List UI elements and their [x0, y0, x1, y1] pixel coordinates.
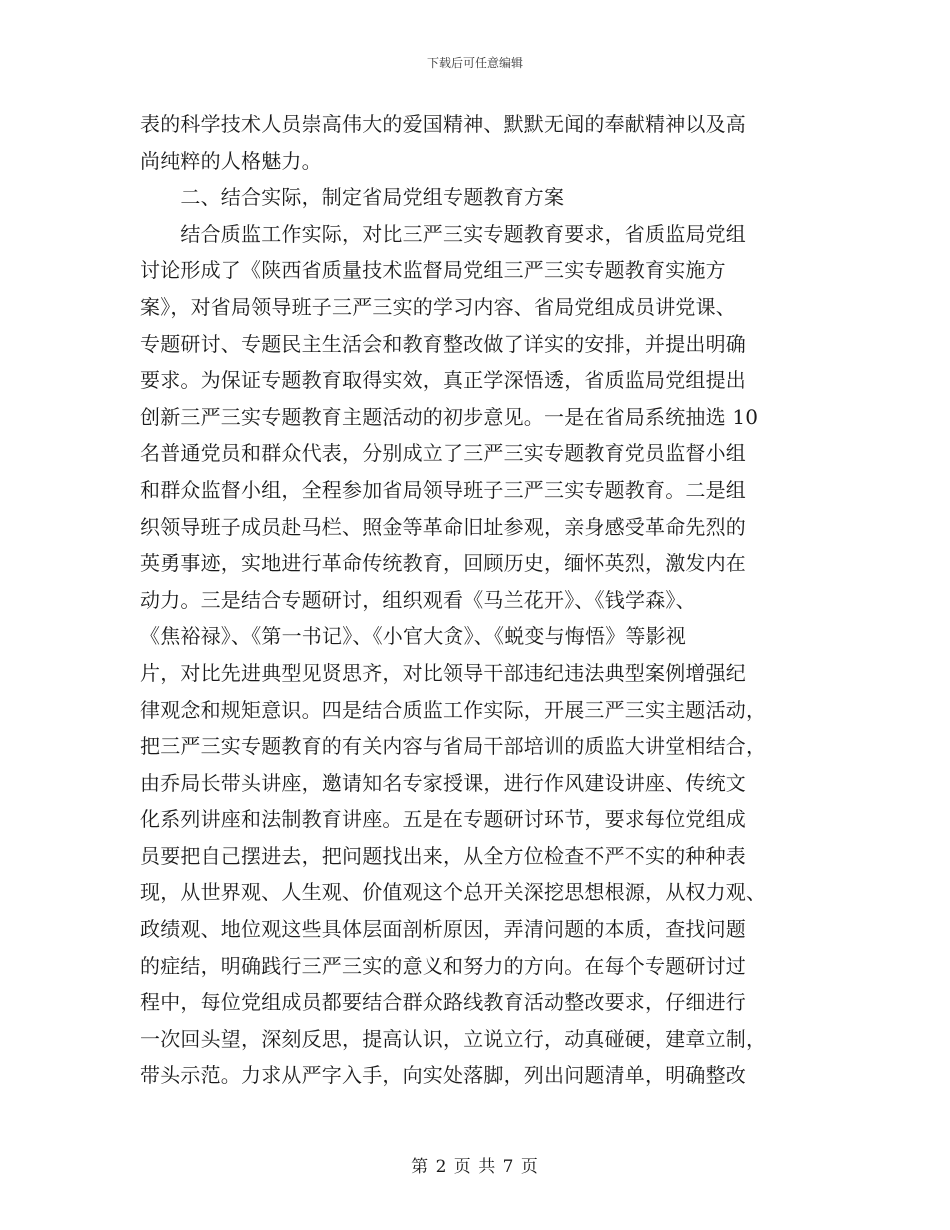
- text-line: 案》，对省局领导班子三严三实的学习内容、省局党组成员讲党课、: [140, 294, 736, 319]
- text-line: 要求。为保证专题教育取得实效，真正学深悟透，省质监局党组提出: [140, 368, 746, 393]
- text-line: 带头示范。力求从严字入手，向实处落脚，列出问题清单，明确整改: [140, 1063, 746, 1088]
- text-line: 化系列讲座和法制教育讲座。五是在专题研讨环节，要求每位党组成: [140, 807, 746, 832]
- text-line: 《焦裕禄》、《第一书记》、《小官大贪》、《蜕变与悔悟》等影视: [140, 624, 686, 649]
- text-line: 现，从世界观、人生观、价值观这个总开关深挖思想根源，从权力观、: [140, 880, 767, 905]
- page-header-note: 下载后可任意编辑: [426, 56, 523, 70]
- text-line: 专题研讨、专题民主生活会和教育整改做了详实的安排，并提出明确: [140, 331, 746, 356]
- text-line: 片，对比先进典型见贤思齐，对比领导干部违纪违法典型案例增强纪: [140, 660, 746, 685]
- text-line: 把三严三实专题教育的有关内容与省局干部培训的质监大讲堂相结合，: [140, 734, 767, 759]
- text-line: 和群众监督小组，全程参加省局领导班子三严三实专题教育。二是组: [140, 477, 746, 502]
- text-line: 结合质监工作实际，对比三严三实专题教育要求，省质监局党组: [140, 221, 746, 246]
- text-line: 一次回头望，深刻反思，提高认识，立说立行，动真碰硬，建章立制，: [140, 1026, 767, 1051]
- text-line: 名普通党员和群众代表，分别成立了三严三实专题教育党员监督小组: [140, 441, 746, 466]
- text-line: 创新三严三实专题教育主题活动的初步意见。一是在省局系统抽选 10: [140, 404, 759, 429]
- text-line: 律观念和规矩意识。四是结合质监工作实际，开展三严三实主题活动，: [140, 697, 767, 722]
- text-line: 讨论形成了《陕西省质量技术监督局党组三严三实专题教育实施方: [140, 258, 726, 283]
- text-line: 政绩观、地位观这些具体层面剖析原因，弄清问题的本质，查找问题: [140, 917, 746, 942]
- section-heading: 二、结合实际，制定省局党组专题教育方案: [140, 185, 565, 210]
- text-line: 员要把自己摆进去，把问题找出来，从全方位检查不严不实的种种表: [140, 843, 746, 868]
- text-line: 的症结，明确践行三严三实的意义和努力的方向。在每个专题研讨过: [140, 953, 746, 978]
- body-text: [140, 106, 810, 1094]
- text-line: 程中，每位党组成员都要结合群众路线教育活动整改要求，仔细进行: [140, 990, 746, 1015]
- text-line: 织领导班子成员赴马栏、照金等革命旧址参观，亲身感受革命先烈的: [140, 514, 746, 539]
- text-line: 表的科学技术人员崇高伟大的爱国精神、默默无闻的奉献精神以及高: [140, 112, 746, 136]
- page-number: 第 2 页 共 7 页: [411, 1157, 539, 1177]
- text-line: 英勇事迹，实地进行革命传统教育，回顾历史，缅怀英烈，激发内在: [140, 551, 746, 576]
- text-line: 由乔局长带头讲座，邀请知名专家授课，进行作风建设讲座、传统文: [140, 770, 746, 795]
- text-line: 尚纯粹的人格魅力。: [140, 148, 322, 173]
- text-line: 动力。三是结合专题研讨，组织观看《马兰花开》、《钱学森》、: [140, 587, 696, 612]
